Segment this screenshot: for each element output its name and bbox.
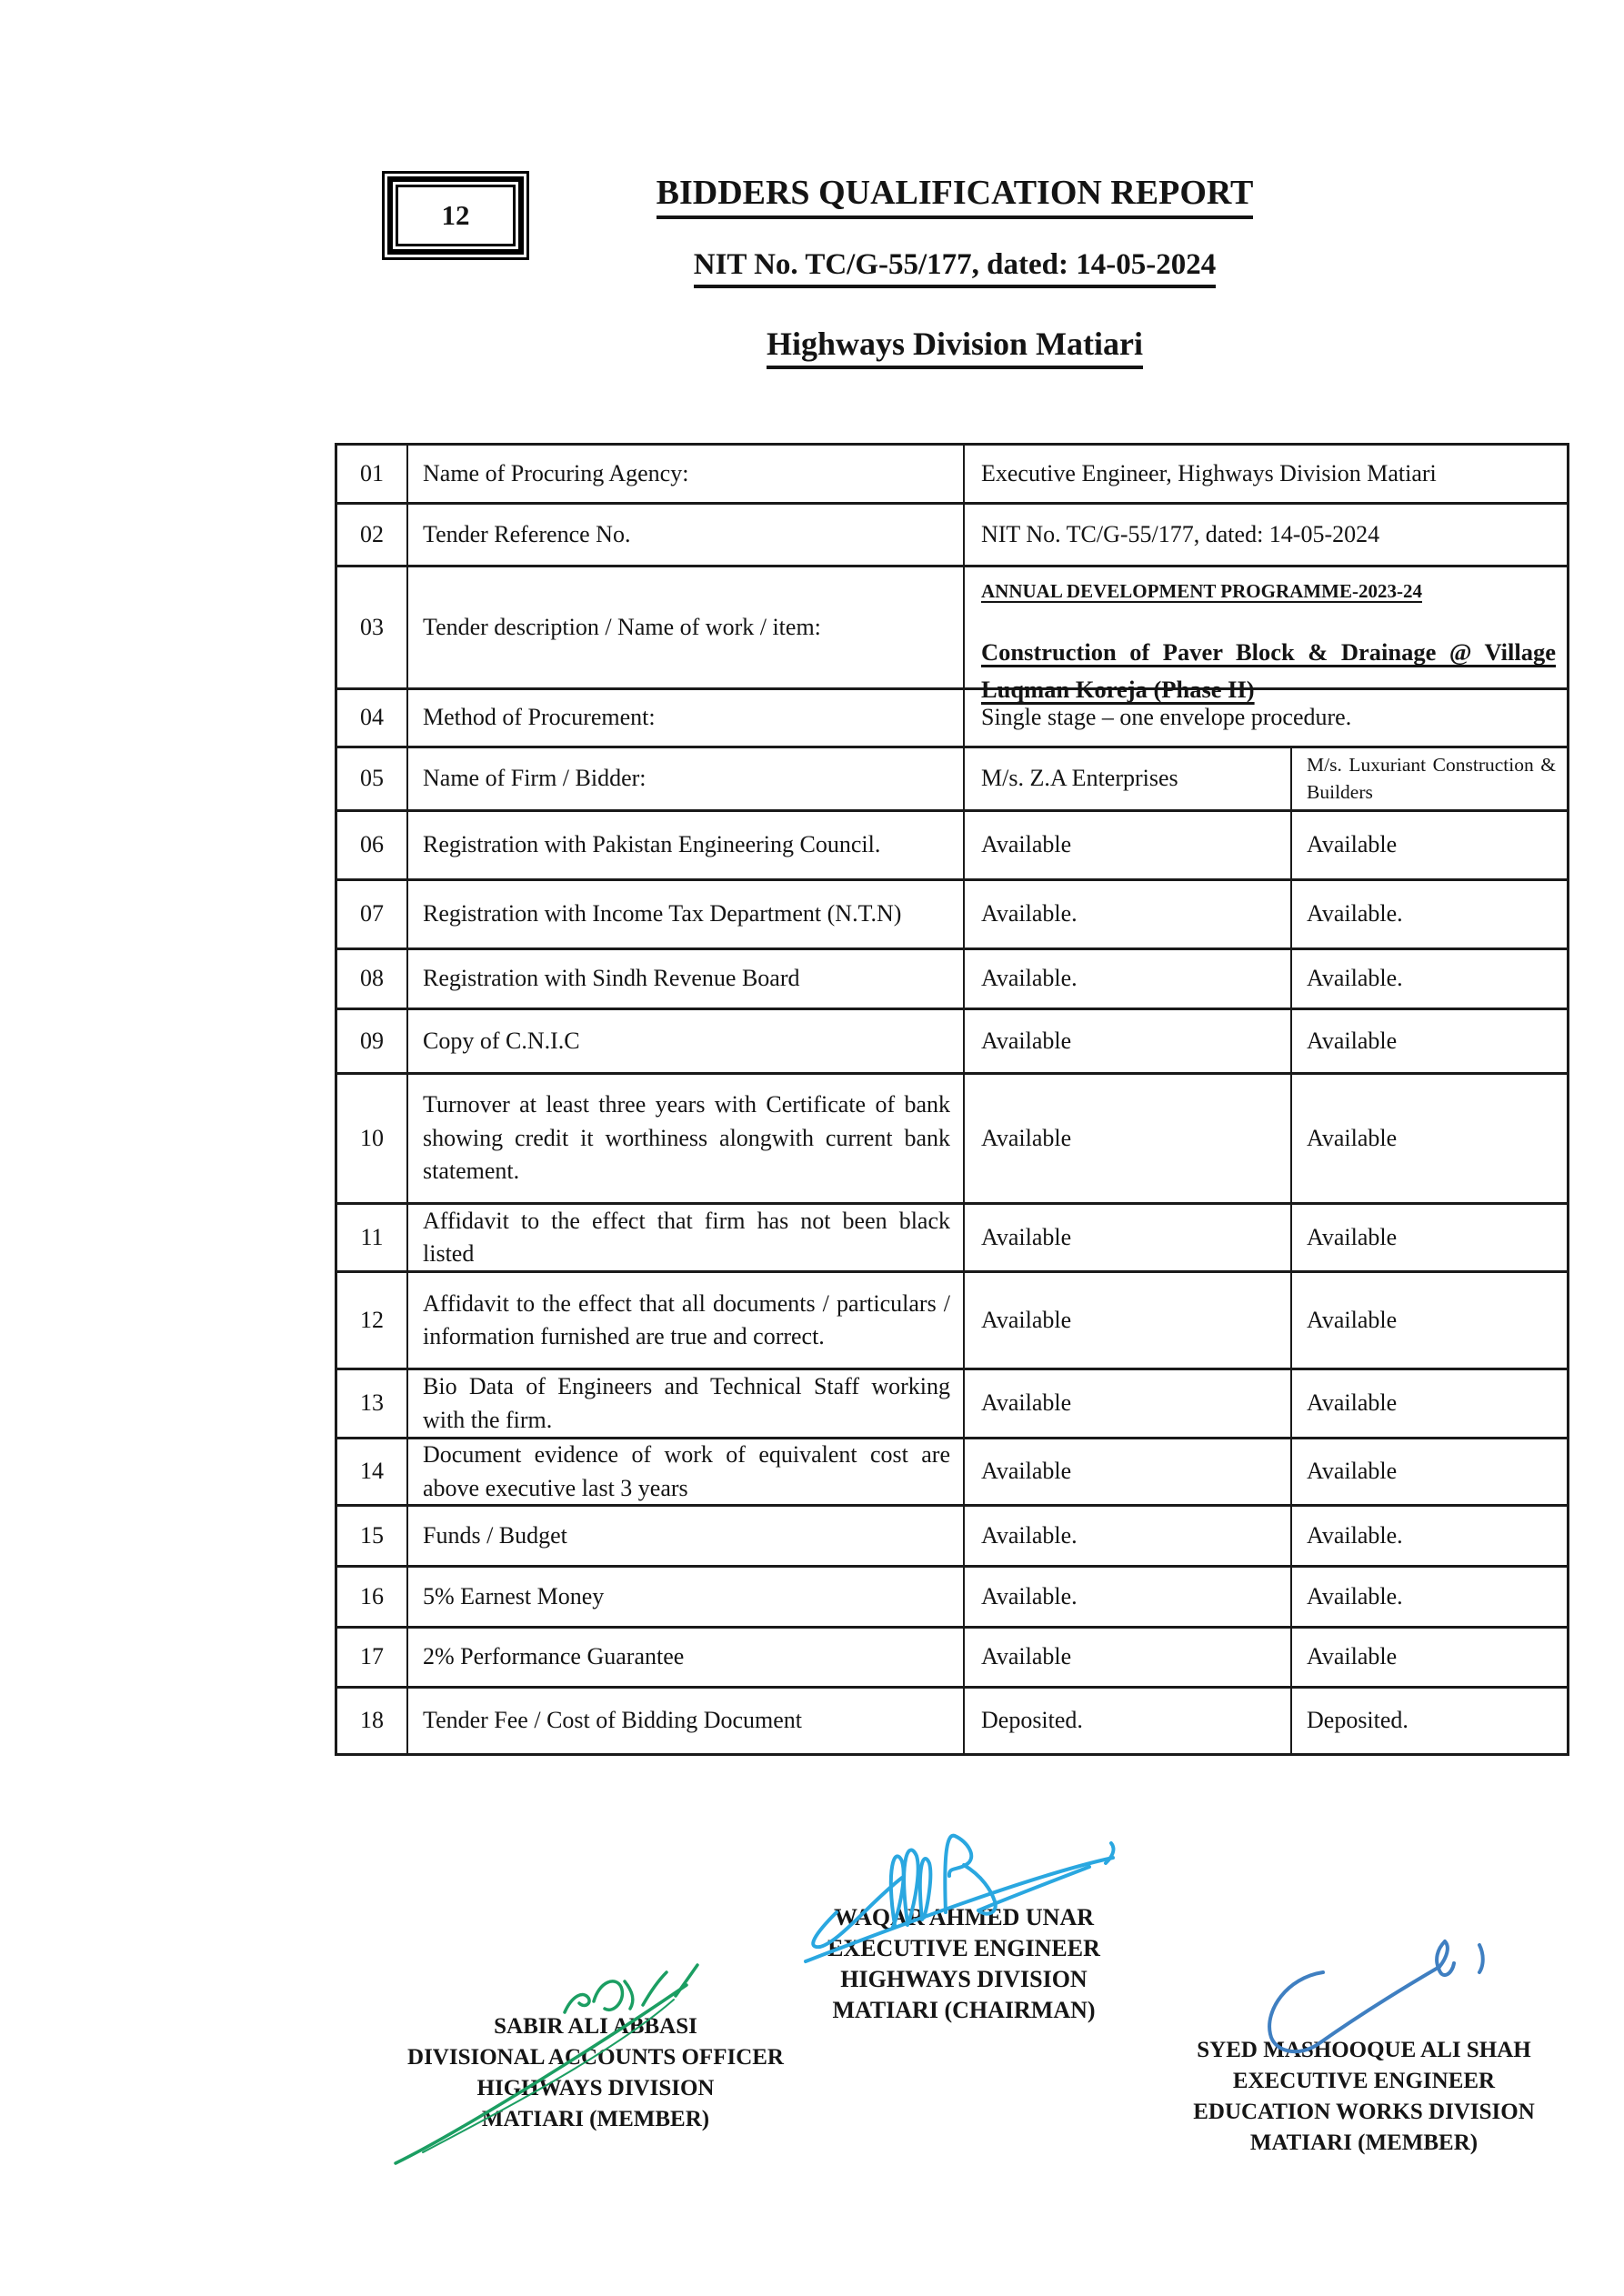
bidder1-value-cell: Available	[965, 1273, 1292, 1368]
table-row-05	[337, 746, 1567, 809]
row-label-cell	[408, 748, 965, 809]
table-row-07	[337, 878, 1567, 947]
row-label-cell	[408, 950, 965, 1008]
bidder2-value-text: Available.	[1307, 900, 1403, 927]
bidder2-value-cell	[1292, 1629, 1565, 1686]
merged-value-cell: NIT No. TC/G-55/177, dated: 14-05-2024	[981, 520, 1380, 547]
bidder2-value-text: Available.	[1307, 965, 1403, 992]
bidder1-value-cell: Available	[965, 1629, 1292, 1686]
bidder1-value-cell: Deposited.	[965, 1689, 1292, 1753]
bidder1-value-cell: Available	[965, 1439, 1292, 1504]
merged-value-cell: Executive Engineer, Highways Division Matiari	[981, 459, 1437, 486]
chairman-role: MATIARI (CHAIRMAN)	[832, 1997, 1096, 2023]
row-label-text: Name of Firm / Bidder:	[423, 765, 647, 792]
bidder2-value-text: Available	[1307, 1458, 1398, 1485]
row-number-cell: 08	[337, 950, 408, 1008]
signature-block-member-left	[377, 2011, 814, 2135]
row-label-cell	[408, 1273, 965, 1368]
row-number-cell: 01	[337, 446, 408, 502]
table-row-09	[337, 1008, 1567, 1072]
bidder2-value-cell	[1292, 950, 1565, 1008]
bidder2-value-cell	[1292, 1075, 1565, 1202]
chairman-division: HIGHWAYS DIVISION	[840, 1966, 1088, 1992]
row-label-cell	[408, 1629, 965, 1686]
bidder2-value-cell	[1292, 1568, 1565, 1626]
bidder1-value-cell: Available	[965, 1370, 1292, 1437]
bidder2-value-text: Available	[1307, 1306, 1398, 1333]
row-label-text: Tender Fee / Cost of Bidding Document	[423, 1707, 803, 1734]
row-label-cell	[408, 505, 965, 565]
division-title	[527, 325, 1382, 369]
report-title	[527, 173, 1382, 219]
table-row-14	[337, 1437, 1567, 1504]
row-number-cell: 13	[337, 1370, 408, 1437]
row-label-text: Funds / Budget	[423, 1521, 567, 1549]
row-number-cell: 11	[337, 1205, 408, 1270]
page-number-badge-frame	[387, 176, 524, 255]
table-row-11	[337, 1202, 1567, 1270]
row-label-cell	[408, 1439, 965, 1504]
row-label-text: Method of Procurement:	[423, 704, 656, 731]
row-label-cell	[408, 812, 965, 878]
row-label-text: Registration with Income Tax Department (N.T.N)	[423, 900, 902, 927]
row-number-cell: 02	[337, 505, 408, 565]
bidder1-value-cell: Available.	[965, 881, 1292, 947]
nit-reference-title	[527, 248, 1382, 288]
row-number-cell: 10	[337, 1075, 408, 1202]
table-row-06	[337, 809, 1567, 878]
table-row-08	[337, 947, 1567, 1008]
row-label-cell	[408, 446, 965, 502]
bidder2-value-text: Available	[1307, 1027, 1398, 1054]
merged-value-cell	[965, 567, 1567, 704]
bidder2-value-text: Deposited.	[1307, 1707, 1408, 1734]
bidder2-value-text: Available	[1307, 1124, 1398, 1151]
row-label-cell	[408, 881, 965, 947]
row-label-text: 5% Earnest Money	[423, 1582, 605, 1609]
bidder1-value-cell: M/s. Z.A Enterprises	[965, 748, 1292, 809]
merged-value-cell: Single stage – one envelope procedure.	[981, 704, 1352, 731]
row-number-cell: 15	[337, 1507, 408, 1565]
member-right-name: SYED MASHOOQUE ALI SHAH	[1197, 2038, 1531, 2062]
row-number-cell: 09	[337, 1010, 408, 1072]
member-right-division: EDUCATION WORKS DIVISION	[1193, 2100, 1535, 2124]
bidder1-value-cell: Available.	[965, 1507, 1292, 1565]
work-description: Construction of Paver Block & Drainage @ Village Luqman Koreja (Phase II)	[981, 638, 1556, 704]
row-label-cell	[408, 1205, 965, 1270]
bidder1-value-cell: Available.	[965, 1568, 1292, 1626]
report-title-text: BIDDERS QUALIFICATION REPORT	[657, 173, 1254, 219]
bidder2-value-cell	[1292, 1370, 1565, 1437]
division-title-text: Highways Division Matiari	[767, 325, 1143, 369]
table-row-16	[337, 1565, 1567, 1626]
bidder1-value-cell: Available.	[965, 950, 1292, 1008]
member-left-role: MATIARI (MEMBER)	[481, 2107, 710, 2131]
member-left-name: SABIR ALI ABBASI	[494, 2014, 697, 2039]
qualification-table	[335, 443, 1569, 1756]
bidder2-value-text: Available	[1307, 1643, 1398, 1670]
bidder2-value-cell	[1292, 1439, 1565, 1504]
row-label-cell	[408, 1507, 965, 1565]
row-number-cell: 05	[337, 748, 408, 809]
bidder2-value-cell	[1292, 1507, 1565, 1565]
row-label-text: Registration with Pakistan Engineering Council.	[423, 831, 881, 858]
chairman-name: WAQAR AHMED UNAR	[834, 1904, 1094, 1930]
row-label-text: Affidavit to the effect that firm has not been black listed	[423, 1207, 950, 1267]
table-row-01	[337, 446, 1567, 502]
table-row-12	[337, 1270, 1567, 1368]
table-row-17	[337, 1626, 1567, 1686]
table-row-04	[337, 687, 1567, 746]
signature-block-member-right	[1150, 2035, 1578, 2159]
row-label-text: Registration with Sindh Revenue Board	[423, 965, 800, 992]
chairman-title: EXECUTIVE ENGINEER	[827, 1935, 1100, 1961]
bidder2-value-cell	[1292, 1689, 1565, 1753]
table-row-13	[337, 1368, 1567, 1437]
row-label-cell	[408, 690, 965, 746]
row-number-cell: 03	[337, 567, 408, 687]
bidder2-value-text: Available.	[1307, 1582, 1403, 1609]
row-number-cell: 14	[337, 1439, 408, 1504]
table-row-10	[337, 1072, 1567, 1202]
row-label-cell	[408, 1010, 965, 1072]
row-number-cell: 12	[337, 1273, 408, 1368]
bidder2-value-text: M/s. Luxuriant Construction & Builders	[1307, 754, 1556, 803]
table-row-03	[337, 565, 1567, 704]
row-number-cell: 16	[337, 1568, 408, 1626]
row-number-cell: 04	[337, 690, 408, 746]
bidder2-value-cell	[1292, 881, 1565, 947]
bidder1-value-cell: Available	[965, 1010, 1292, 1072]
page-number: 12	[396, 185, 516, 246]
row-label-cell	[408, 567, 965, 687]
row-label-text: Document evidence of work of equivalent cost are above executive last 3 years	[423, 1441, 950, 1501]
row-label-text: Copy of C.N.I.C	[423, 1027, 580, 1054]
member-right-role: MATIARI (MEMBER)	[1249, 2131, 1479, 2155]
bidder2-value-cell	[1292, 748, 1565, 809]
row-number-cell: 07	[337, 881, 408, 947]
nit-reference-text: NIT No. TC/G-55/177, dated: 14-05-2024	[694, 248, 1216, 288]
row-number-cell: 17	[337, 1629, 408, 1686]
programme-heading: ANNUAL DEVELOPMENT PROGRAMME-2023-24	[981, 580, 1422, 602]
row-label-text: Tender description / Name of work / item:	[423, 613, 821, 640]
bidder2-value-cell	[1292, 1010, 1565, 1072]
member-right-title: EXECUTIVE ENGINEER	[1232, 2069, 1496, 2093]
member-left-title: DIVISIONAL ACCOUNTS OFFICER	[407, 2045, 784, 2070]
table-row-02	[337, 502, 1567, 565]
row-label-text: Tender Reference No.	[423, 520, 631, 547]
member-left-division: HIGHWAYS DIVISION	[476, 2076, 715, 2100]
row-label-text: Turnover at least three years with Certificate of bank showing credit it worthiness alongwith current bank statement.	[423, 1091, 950, 1185]
row-label-cell	[408, 1568, 965, 1626]
bidder1-value-cell: Available	[965, 1075, 1292, 1202]
bidder2-value-text: Available.	[1307, 1521, 1403, 1549]
document-header	[527, 173, 1382, 369]
row-label-cell	[408, 1689, 965, 1753]
row-number-cell: 18	[337, 1689, 408, 1753]
row-label-text: 2% Performance Guarantee	[423, 1643, 685, 1670]
bidder2-value-text: Available	[1307, 1389, 1398, 1417]
bidder2-value-cell	[1292, 812, 1565, 878]
row-number-cell: 06	[337, 812, 408, 878]
bidder2-value-cell	[1292, 1205, 1565, 1270]
table-row-15	[337, 1504, 1567, 1565]
row-label-cell	[408, 1370, 965, 1437]
row-label-text: Name of Procuring Agency:	[423, 459, 689, 486]
bidder2-value-cell	[1292, 1273, 1565, 1368]
row-label-cell	[408, 1075, 965, 1202]
row-label-text: Affidavit to the effect that all documents / particulars / information furnished are true and correct.	[423, 1289, 950, 1349]
row-label-text: Bio Data of Engineers and Technical Staff working with the firm.	[423, 1373, 950, 1433]
table-row-18	[337, 1686, 1567, 1753]
bidder1-value-cell: Available	[965, 1205, 1292, 1270]
page-number-badge	[382, 171, 529, 260]
bidder1-value-cell: Available	[965, 812, 1292, 878]
bidder2-value-text: Available	[1307, 831, 1398, 858]
signature-block-chairman	[777, 1902, 1150, 2026]
bidder2-value-text: Available	[1307, 1223, 1398, 1250]
